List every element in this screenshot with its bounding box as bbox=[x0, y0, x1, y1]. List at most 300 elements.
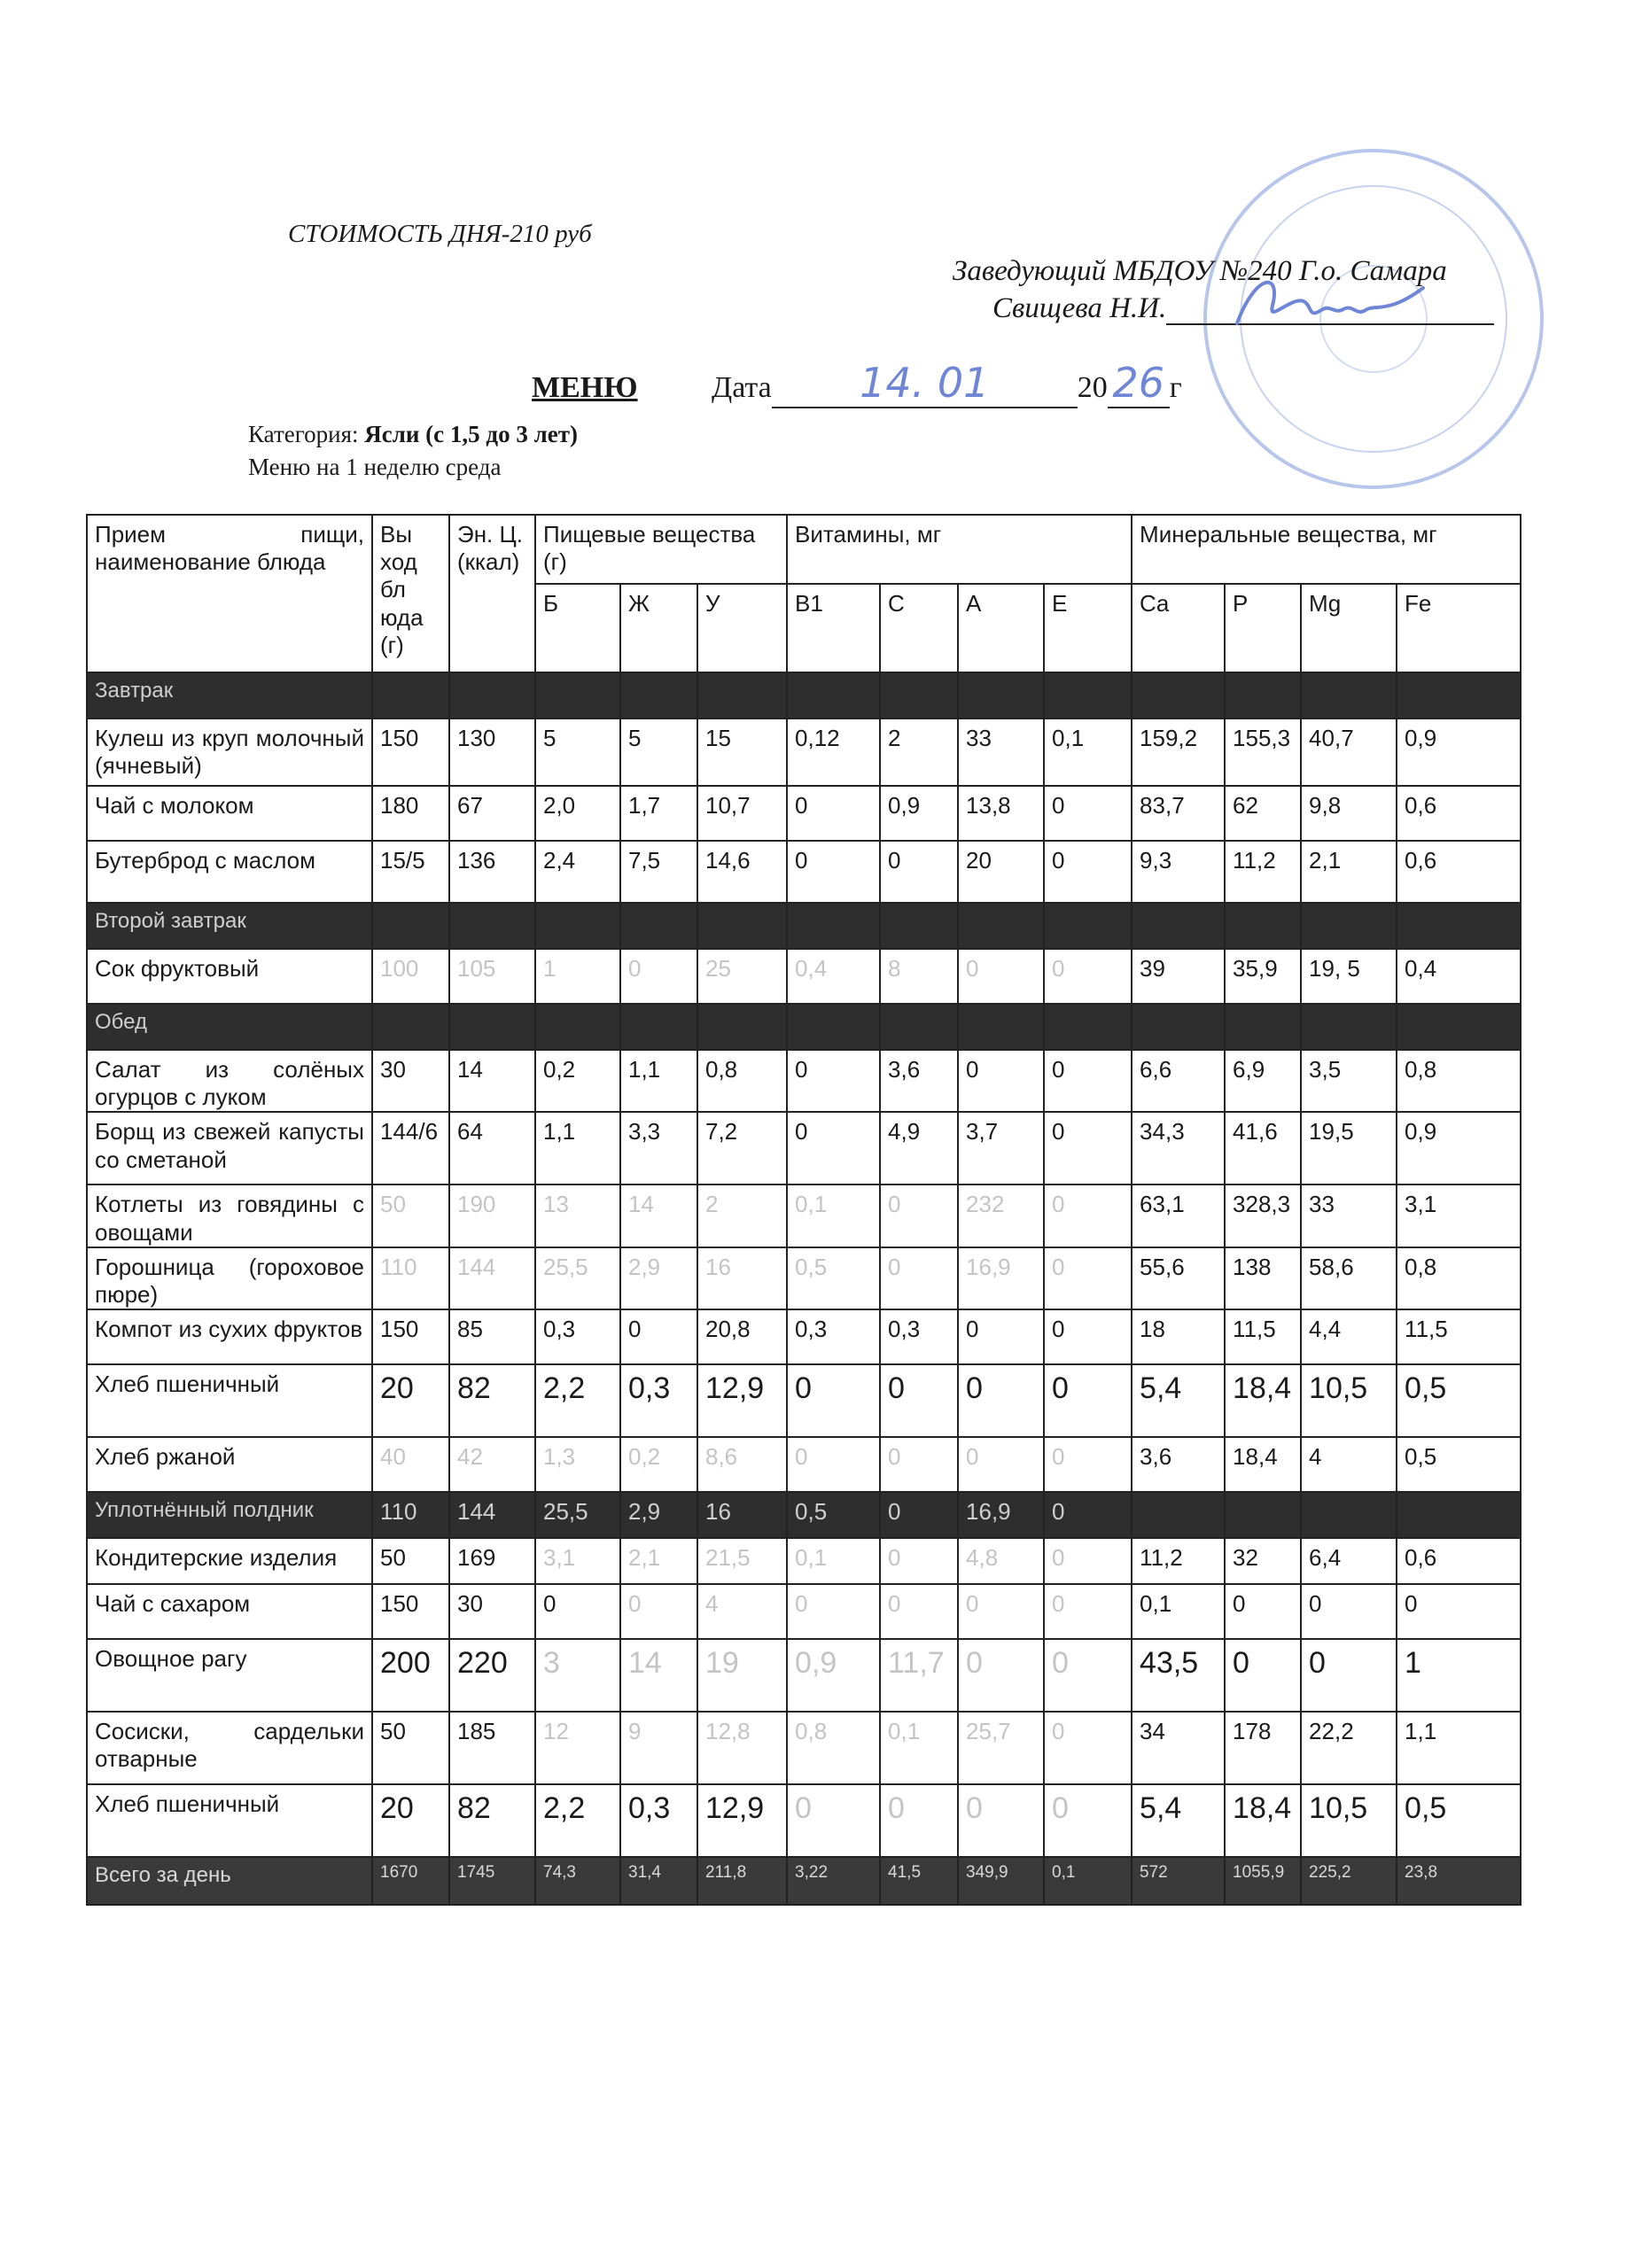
value-cell: 2 bbox=[880, 718, 958, 786]
signature-icon bbox=[1219, 270, 1432, 341]
value-cell: 9,8 bbox=[1301, 786, 1397, 841]
value-cell: 63,1 bbox=[1132, 1184, 1225, 1247]
section-cell bbox=[1132, 672, 1225, 718]
total-value: 572 bbox=[1132, 1857, 1225, 1905]
value-cell: 85 bbox=[449, 1309, 535, 1364]
value-cell: 0,4 bbox=[1397, 949, 1521, 1004]
date-field bbox=[772, 359, 1078, 408]
value-cell: 0,12 bbox=[787, 718, 880, 786]
value-cell: 0 bbox=[1397, 1584, 1521, 1639]
total-value: 31,4 bbox=[620, 1857, 697, 1905]
value-cell: 33 bbox=[1301, 1184, 1397, 1247]
value-cell: 1,1 bbox=[620, 1050, 697, 1112]
value-cell: 0,9 bbox=[787, 1639, 880, 1712]
value-cell: 0 bbox=[620, 1584, 697, 1639]
value-cell: 100 bbox=[372, 949, 449, 1004]
value-cell: 5 bbox=[535, 718, 620, 786]
value-cell: 3,5 bbox=[1301, 1050, 1397, 1112]
total-value: 1670 bbox=[372, 1857, 449, 1905]
value-cell: 43,5 bbox=[1132, 1639, 1225, 1712]
value-cell: 0,8 bbox=[787, 1712, 880, 1784]
value-cell: 0,1 bbox=[787, 1184, 880, 1247]
director-name: Свищева Н.И. bbox=[992, 292, 1167, 324]
value-cell: 0,3 bbox=[787, 1309, 880, 1364]
value-cell: 3,1 bbox=[1397, 1184, 1521, 1247]
section-row bbox=[87, 672, 1521, 718]
value-cell: 0 bbox=[1044, 1437, 1132, 1492]
value-cell: 50 bbox=[372, 1712, 449, 1784]
director-position: Заведующий МБДОУ №240 Г.о. Самара bbox=[953, 255, 1447, 287]
value-cell: 32 bbox=[1225, 1538, 1301, 1584]
date-value: 14. 01 bbox=[860, 359, 990, 407]
value-cell: 0 bbox=[958, 949, 1044, 1004]
value-cell: 150 bbox=[372, 1584, 449, 1639]
section-title: Уплотнённый полдник bbox=[87, 1492, 372, 1538]
value-cell: 0 bbox=[880, 1184, 958, 1247]
value-cell: 105 bbox=[449, 949, 535, 1004]
value-cell: 0 bbox=[1044, 1538, 1132, 1584]
total-label: Всего за день bbox=[87, 1857, 372, 1905]
week-note: Меню на 1 неделю среда bbox=[248, 454, 502, 480]
value-cell: 11,5 bbox=[1225, 1309, 1301, 1364]
table-row bbox=[87, 1364, 1521, 1437]
value-cell: 3,3 bbox=[620, 1112, 697, 1184]
value-cell: 0,4 bbox=[787, 949, 880, 1004]
value-cell: 9 bbox=[620, 1712, 697, 1784]
value-cell: 3,6 bbox=[880, 1050, 958, 1112]
value-cell: 0 bbox=[1225, 1639, 1301, 1712]
value-cell: 0,9 bbox=[1397, 1112, 1521, 1184]
section-cell bbox=[880, 903, 958, 949]
value-cell: 25,5 bbox=[535, 1247, 620, 1309]
value-cell: 0,6 bbox=[1397, 786, 1521, 841]
value-cell: 0 bbox=[958, 1437, 1044, 1492]
value-cell: 12 bbox=[535, 1712, 620, 1784]
section-cell bbox=[880, 672, 958, 718]
value-cell: 0,6 bbox=[1397, 841, 1521, 903]
value-cell: 16,9 bbox=[958, 1247, 1044, 1309]
value-cell: 0 bbox=[1044, 786, 1132, 841]
value-cell: 0 bbox=[880, 1538, 958, 1584]
value-cell: 180 bbox=[372, 786, 449, 841]
value-cell: 0,3 bbox=[620, 1784, 697, 1857]
total-value: 1055,9 bbox=[1225, 1857, 1301, 1905]
value-cell: 0 bbox=[1044, 1364, 1132, 1437]
value-cell: 110 bbox=[372, 1247, 449, 1309]
value-cell: 0 bbox=[880, 1784, 958, 1857]
section-cell bbox=[372, 672, 449, 718]
section-cell bbox=[958, 903, 1044, 949]
value-cell: 0 bbox=[1044, 1112, 1132, 1184]
value-cell: 4,4 bbox=[1301, 1309, 1397, 1364]
value-cell: 19,5 bbox=[1301, 1112, 1397, 1184]
value-cell: 82 bbox=[449, 1364, 535, 1437]
total-value: 349,9 bbox=[958, 1857, 1044, 1905]
value-cell: 13,8 bbox=[958, 786, 1044, 841]
table-row bbox=[87, 786, 1521, 841]
section-cell: 2,9 bbox=[620, 1492, 697, 1538]
value-cell: 0 bbox=[1044, 1050, 1132, 1112]
value-cell: 1,3 bbox=[535, 1437, 620, 1492]
section-cell: 0 bbox=[1044, 1492, 1132, 1538]
section-cell bbox=[620, 1004, 697, 1050]
value-cell: 0,9 bbox=[880, 786, 958, 841]
value-cell: 178 bbox=[1225, 1712, 1301, 1784]
value-cell: 6,4 bbox=[1301, 1538, 1397, 1584]
value-cell: 12,9 bbox=[697, 1784, 787, 1857]
menu-title: МЕНЮ bbox=[532, 371, 638, 404]
header-mg: Mg bbox=[1301, 584, 1397, 672]
section-cell: 0,5 bbox=[787, 1492, 880, 1538]
category-value: Ясли (с 1,5 до 3 лет) bbox=[364, 421, 578, 447]
value-cell: 11,7 bbox=[880, 1639, 958, 1712]
value-cell: 14 bbox=[620, 1184, 697, 1247]
value-cell: 16 bbox=[697, 1247, 787, 1309]
value-cell: 0 bbox=[1044, 1784, 1132, 1857]
value-cell: 144 bbox=[449, 1247, 535, 1309]
value-cell: 232 bbox=[958, 1184, 1044, 1247]
total-value: 74,3 bbox=[535, 1857, 620, 1905]
value-cell: 67 bbox=[449, 786, 535, 841]
value-cell: 0 bbox=[620, 949, 697, 1004]
dish-name: Сок фруктовый bbox=[87, 949, 372, 1004]
value-cell: 58,6 bbox=[1301, 1247, 1397, 1309]
value-cell: 1 bbox=[535, 949, 620, 1004]
section-cell bbox=[1225, 672, 1301, 718]
table-row bbox=[87, 841, 1521, 903]
value-cell: 4,9 bbox=[880, 1112, 958, 1184]
value-cell: 155,3 bbox=[1225, 718, 1301, 786]
value-cell: 30 bbox=[372, 1050, 449, 1112]
value-cell: 0,1 bbox=[1044, 718, 1132, 786]
value-cell: 0 bbox=[1225, 1584, 1301, 1639]
value-cell: 41,6 bbox=[1225, 1112, 1301, 1184]
value-cell: 0,5 bbox=[1397, 1784, 1521, 1857]
value-cell: 3 bbox=[535, 1639, 620, 1712]
value-cell: 2,1 bbox=[620, 1538, 697, 1584]
section-cell bbox=[535, 672, 620, 718]
value-cell: 0 bbox=[787, 1112, 880, 1184]
value-cell: 0 bbox=[1301, 1639, 1397, 1712]
section-cell bbox=[1397, 1492, 1521, 1538]
value-cell: 2,9 bbox=[620, 1247, 697, 1309]
header-carbs: У bbox=[697, 584, 787, 672]
value-cell: 0,8 bbox=[1397, 1247, 1521, 1309]
menu-date-line bbox=[532, 359, 1182, 408]
value-cell: 0 bbox=[1044, 1184, 1132, 1247]
value-cell: 0,1 bbox=[880, 1712, 958, 1784]
value-cell: 136 bbox=[449, 841, 535, 903]
section-cell bbox=[697, 1004, 787, 1050]
section-cell bbox=[1132, 903, 1225, 949]
value-cell: 0 bbox=[1044, 1639, 1132, 1712]
section-cell bbox=[449, 903, 535, 949]
table-header-row bbox=[87, 515, 1521, 584]
dish-name: Овощное рагу bbox=[87, 1639, 372, 1712]
value-cell: 12,8 bbox=[697, 1712, 787, 1784]
section-cell bbox=[449, 1004, 535, 1050]
value-cell: 2 bbox=[697, 1184, 787, 1247]
value-cell: 0 bbox=[880, 1364, 958, 1437]
value-cell: 10,7 bbox=[697, 786, 787, 841]
table-row bbox=[87, 1309, 1521, 1364]
dish-name: Хлеб ржаной bbox=[87, 1437, 372, 1492]
value-cell: 0 bbox=[1044, 1584, 1132, 1639]
dish-name: Сосиски, сардельки отварные bbox=[87, 1712, 372, 1784]
header-b1: В1 bbox=[787, 584, 880, 672]
value-cell: 83,7 bbox=[1132, 786, 1225, 841]
value-cell: 190 bbox=[449, 1184, 535, 1247]
value-cell: 42 bbox=[449, 1437, 535, 1492]
value-cell: 185 bbox=[449, 1712, 535, 1784]
header-fe: Fe bbox=[1397, 584, 1521, 672]
section-cell bbox=[620, 672, 697, 718]
value-cell: 50 bbox=[372, 1538, 449, 1584]
value-cell: 4 bbox=[697, 1584, 787, 1639]
table-row bbox=[87, 1050, 1521, 1112]
value-cell: 5,4 bbox=[1132, 1784, 1225, 1857]
value-cell: 25 bbox=[697, 949, 787, 1004]
section-cell bbox=[1132, 1004, 1225, 1050]
year-suffix: г bbox=[1169, 371, 1182, 404]
value-cell: 20,8 bbox=[697, 1309, 787, 1364]
dish-name: Бутерброд с маслом bbox=[87, 841, 372, 903]
value-cell: 150 bbox=[372, 718, 449, 786]
value-cell: 0 bbox=[1044, 1712, 1132, 1784]
value-cell: 0 bbox=[958, 1364, 1044, 1437]
header-meal: Прием пищи, наименование блюда bbox=[87, 515, 372, 672]
section-row bbox=[87, 1004, 1521, 1050]
section-cell bbox=[535, 903, 620, 949]
value-cell: 0,6 bbox=[1397, 1538, 1521, 1584]
value-cell: 150 bbox=[372, 1309, 449, 1364]
value-cell: 0 bbox=[958, 1584, 1044, 1639]
dish-name: Салат из солёных огурцов с луком bbox=[87, 1050, 372, 1112]
value-cell: 0 bbox=[958, 1050, 1044, 1112]
header-ca: Ca bbox=[1132, 584, 1225, 672]
value-cell: 0 bbox=[535, 1584, 620, 1639]
header-minerals: Минеральные вещества, мг bbox=[1132, 515, 1521, 584]
value-cell: 0,8 bbox=[697, 1050, 787, 1112]
value-cell: 0 bbox=[1044, 841, 1132, 903]
table-row bbox=[87, 1712, 1521, 1784]
value-cell: 328,3 bbox=[1225, 1184, 1301, 1247]
value-cell: 4 bbox=[1301, 1437, 1397, 1492]
value-cell: 169 bbox=[449, 1538, 535, 1584]
value-cell: 10,5 bbox=[1301, 1364, 1397, 1437]
header-a: А bbox=[958, 584, 1044, 672]
section-cell bbox=[1301, 1004, 1397, 1050]
value-cell: 144/6 bbox=[372, 1112, 449, 1184]
value-cell: 0,2 bbox=[620, 1437, 697, 1492]
dish-name: Хлеб пшеничный bbox=[87, 1784, 372, 1857]
section-cell bbox=[1397, 1004, 1521, 1050]
value-cell: 0,5 bbox=[1397, 1364, 1521, 1437]
header-energy: Эн. Ц. (ккал) bbox=[449, 515, 535, 672]
value-cell: 64 bbox=[449, 1112, 535, 1184]
table-row bbox=[87, 1538, 1521, 1584]
value-cell: 40 bbox=[372, 1437, 449, 1492]
value-cell: 8 bbox=[880, 949, 958, 1004]
value-cell: 18,4 bbox=[1225, 1437, 1301, 1492]
section-cell bbox=[1301, 903, 1397, 949]
table-row bbox=[87, 1247, 1521, 1309]
value-cell: 0 bbox=[787, 1364, 880, 1437]
section-cell bbox=[697, 672, 787, 718]
section-cell bbox=[620, 903, 697, 949]
value-cell: 5 bbox=[620, 718, 697, 786]
table-row bbox=[87, 1584, 1521, 1639]
section-cell bbox=[535, 1004, 620, 1050]
dish-name: Кондитерские изделия bbox=[87, 1538, 372, 1584]
section-cell bbox=[1132, 1492, 1225, 1538]
value-cell: 18 bbox=[1132, 1309, 1225, 1364]
section-cell bbox=[1397, 903, 1521, 949]
value-cell: 0,5 bbox=[787, 1247, 880, 1309]
value-cell: 1 bbox=[1397, 1639, 1521, 1712]
value-cell: 0 bbox=[787, 1437, 880, 1492]
section-cell bbox=[880, 1004, 958, 1050]
section-cell bbox=[1397, 672, 1521, 718]
section-cell bbox=[1044, 1004, 1132, 1050]
total-value: 41,5 bbox=[880, 1857, 958, 1905]
value-cell: 14,6 bbox=[697, 841, 787, 903]
value-cell: 1,1 bbox=[1397, 1712, 1521, 1784]
header-p: P bbox=[1225, 584, 1301, 672]
section-title: Второй завтрак bbox=[87, 903, 372, 949]
value-cell: 0,2 bbox=[535, 1050, 620, 1112]
section-cell bbox=[958, 1004, 1044, 1050]
value-cell: 2,4 bbox=[535, 841, 620, 903]
value-cell: 11,2 bbox=[1132, 1538, 1225, 1584]
value-cell: 15/5 bbox=[372, 841, 449, 903]
value-cell: 3,6 bbox=[1132, 1437, 1225, 1492]
value-cell: 0,9 bbox=[1397, 718, 1521, 786]
value-cell: 20 bbox=[372, 1364, 449, 1437]
value-cell: 30 bbox=[449, 1584, 535, 1639]
value-cell: 0,1 bbox=[787, 1538, 880, 1584]
value-cell: 1,7 bbox=[620, 786, 697, 841]
value-cell: 0 bbox=[787, 1784, 880, 1857]
value-cell: 39 bbox=[1132, 949, 1225, 1004]
header-e: Е bbox=[1044, 584, 1132, 672]
value-cell: 0 bbox=[880, 841, 958, 903]
value-cell: 10,5 bbox=[1301, 1784, 1397, 1857]
header-nutrients: Пищевые вещества (г) bbox=[535, 515, 787, 584]
value-cell: 159,2 bbox=[1132, 718, 1225, 786]
total-value: 23,8 bbox=[1397, 1857, 1521, 1905]
value-cell: 20 bbox=[958, 841, 1044, 903]
value-cell: 2,2 bbox=[535, 1364, 620, 1437]
value-cell: 130 bbox=[449, 718, 535, 786]
value-cell: 4,8 bbox=[958, 1538, 1044, 1584]
value-cell: 138 bbox=[1225, 1247, 1301, 1309]
header-vitamins: Витамины, мг bbox=[787, 515, 1132, 584]
value-cell: 33 bbox=[958, 718, 1044, 786]
value-cell: 0 bbox=[880, 1584, 958, 1639]
value-cell: 0 bbox=[958, 1309, 1044, 1364]
value-cell: 1,1 bbox=[535, 1112, 620, 1184]
section-title: Обед bbox=[87, 1004, 372, 1050]
value-cell: 62 bbox=[1225, 786, 1301, 841]
value-cell: 200 bbox=[372, 1639, 449, 1712]
value-cell: 3,1 bbox=[535, 1538, 620, 1584]
value-cell: 15 bbox=[697, 718, 787, 786]
dish-name: Компот из сухих фруктов bbox=[87, 1309, 372, 1364]
value-cell: 13 bbox=[535, 1184, 620, 1247]
year-field bbox=[1108, 359, 1170, 408]
table-row bbox=[87, 949, 1521, 1004]
table-row bbox=[87, 718, 1521, 786]
menu-table bbox=[86, 514, 1522, 1906]
value-cell: 0 bbox=[787, 1584, 880, 1639]
value-cell: 0 bbox=[880, 1437, 958, 1492]
dish-name: Горошница (гороховое пюре) bbox=[87, 1247, 372, 1309]
section-cell bbox=[1301, 672, 1397, 718]
dish-name: Чай с сахаром bbox=[87, 1584, 372, 1639]
value-cell: 9,3 bbox=[1132, 841, 1225, 903]
value-cell: 6,6 bbox=[1132, 1050, 1225, 1112]
section-cell bbox=[1225, 1004, 1301, 1050]
value-cell: 11,2 bbox=[1225, 841, 1301, 903]
date-label: Дата bbox=[712, 371, 772, 404]
value-cell: 22,2 bbox=[1301, 1712, 1397, 1784]
value-cell: 2,1 bbox=[1301, 841, 1397, 903]
section-cell bbox=[787, 903, 880, 949]
day-cost: СТОИМОСТЬ ДНЯ-210 руб bbox=[288, 220, 592, 248]
table-row bbox=[87, 1639, 1521, 1712]
header-c: С bbox=[880, 584, 958, 672]
director-signature-line bbox=[992, 292, 1494, 325]
menu-table-body bbox=[87, 672, 1521, 1905]
value-cell: 14 bbox=[620, 1639, 697, 1712]
section-cell bbox=[1044, 903, 1132, 949]
section-cell bbox=[372, 903, 449, 949]
table-row bbox=[87, 1784, 1521, 1857]
value-cell: 0 bbox=[1301, 1584, 1397, 1639]
dish-name: Чай с молоком bbox=[87, 786, 372, 841]
value-cell: 18,4 bbox=[1225, 1364, 1301, 1437]
value-cell: 82 bbox=[449, 1784, 535, 1857]
value-cell: 0,3 bbox=[880, 1309, 958, 1364]
value-cell: 0 bbox=[880, 1247, 958, 1309]
year-prefix: 20 bbox=[1077, 371, 1108, 404]
section-row bbox=[87, 1492, 1521, 1538]
total-value: 211,8 bbox=[697, 1857, 787, 1905]
value-cell: 0,1 bbox=[1132, 1584, 1225, 1639]
value-cell: 0 bbox=[1044, 949, 1132, 1004]
value-cell: 7,5 bbox=[620, 841, 697, 903]
section-cell: 110 bbox=[372, 1492, 449, 1538]
value-cell: 7,2 bbox=[697, 1112, 787, 1184]
section-cell bbox=[1044, 672, 1132, 718]
header-protein: Б bbox=[535, 584, 620, 672]
section-cell bbox=[449, 672, 535, 718]
value-cell: 50 bbox=[372, 1184, 449, 1247]
total-value: 1745 bbox=[449, 1857, 535, 1905]
section-cell bbox=[1225, 903, 1301, 949]
value-cell: 34,3 bbox=[1132, 1112, 1225, 1184]
header-yield: Вы ход бл юда (г) bbox=[372, 515, 449, 672]
value-cell: 11,5 bbox=[1397, 1309, 1521, 1364]
value-cell: 19 bbox=[697, 1639, 787, 1712]
value-cell: 0 bbox=[1044, 1247, 1132, 1309]
value-cell: 8,6 bbox=[697, 1437, 787, 1492]
value-cell: 0,3 bbox=[535, 1309, 620, 1364]
category-label: Категория: bbox=[248, 421, 359, 447]
value-cell: 14 bbox=[449, 1050, 535, 1112]
category-line bbox=[248, 421, 578, 448]
